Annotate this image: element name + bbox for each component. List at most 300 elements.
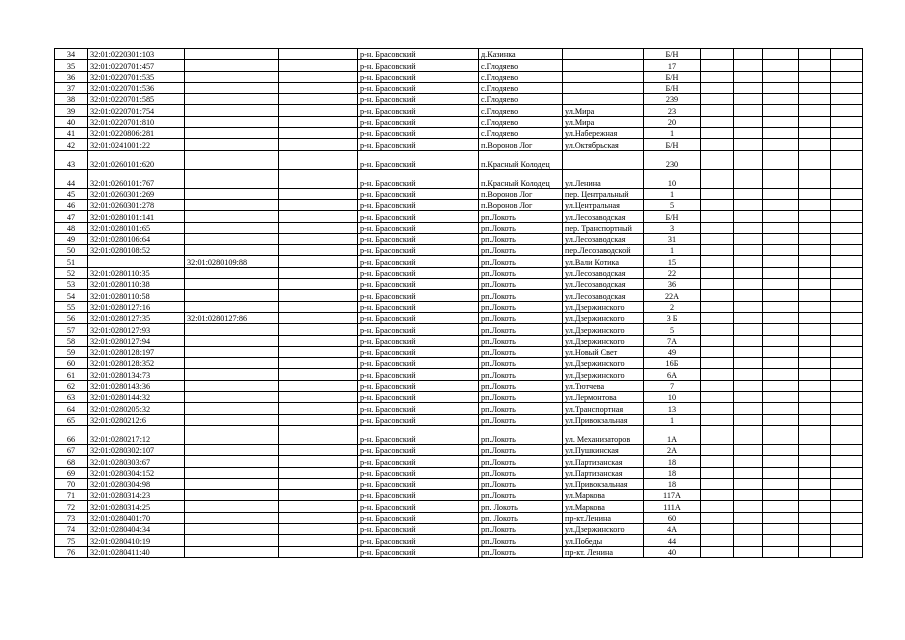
empty-cell (831, 369, 863, 380)
street-cell: ул.Партизанская (563, 456, 644, 467)
empty-cell (701, 546, 734, 557)
locality-cell: рп.Локоть (479, 523, 563, 534)
street-cell: пер.Лесозаводской (563, 245, 644, 256)
empty-cell (799, 403, 831, 414)
street-cell (563, 150, 644, 169)
row-number-cell: 54 (55, 290, 88, 301)
empty-cell (763, 116, 799, 127)
table-row (55, 116, 863, 127)
empty-cell (763, 199, 799, 210)
house-number-cell: 22 (644, 267, 701, 278)
cadastral-number-cell: 32:01:0220701:536 (88, 82, 185, 93)
empty-cell (734, 425, 763, 444)
empty-cell (763, 256, 799, 267)
street-cell: ул.Дзержинского (563, 324, 644, 335)
empty-cell (799, 128, 831, 139)
street-cell (563, 94, 644, 105)
row-number-cell: 43 (55, 150, 88, 169)
cadastral-number-cell: 32:01:0280127:93 (88, 324, 185, 335)
empty-cell (763, 535, 799, 546)
empty-cell (763, 82, 799, 93)
house-number-cell: 230 (644, 150, 701, 169)
empty-cell (763, 403, 799, 414)
cadastral-number-cell: 32:01:0280404:34 (88, 523, 185, 534)
locality-cell: рп.Локоть (479, 535, 563, 546)
empty-cell (799, 256, 831, 267)
table-row (55, 369, 863, 380)
empty-cell (734, 414, 763, 425)
empty-cell (799, 523, 831, 534)
street-cell: пр-кт.Ленина (563, 512, 644, 523)
empty-cell (279, 290, 358, 301)
locality-cell: рп.Локоть (479, 279, 563, 290)
cadastral-number-cell: 32:01:0280205:32 (88, 403, 185, 414)
locality-cell: рп.Локоть (479, 456, 563, 467)
related-cadastral-number-cell (185, 346, 279, 357)
cadastral-number-cell: 32:01:0260301:269 (88, 188, 185, 199)
related-cadastral-number-cell (185, 523, 279, 534)
empty-cell (799, 478, 831, 489)
cadastral-number-cell: 32:01:0280212:6 (88, 414, 185, 425)
cadastral-number-cell: 32:01:0220701:585 (88, 94, 185, 105)
empty-cell (799, 211, 831, 222)
related-cadastral-number-cell (185, 245, 279, 256)
empty-cell (734, 116, 763, 127)
empty-cell (701, 501, 734, 512)
empty-cell (734, 346, 763, 357)
district-cell: р-н. Брасовский (358, 346, 479, 357)
house-number-cell: 10 (644, 392, 701, 403)
empty-cell (763, 267, 799, 278)
empty-cell (701, 346, 734, 357)
related-cadastral-number-cell (185, 169, 279, 188)
empty-cell (279, 105, 358, 116)
locality-cell: с.Глодяево (479, 128, 563, 139)
district-cell: р-н. Брасовский (358, 523, 479, 534)
empty-cell (799, 267, 831, 278)
empty-cell (734, 358, 763, 369)
table-row (55, 222, 863, 233)
related-cadastral-number-cell (185, 456, 279, 467)
table-row (55, 150, 863, 169)
house-number-cell: 1А (644, 425, 701, 444)
street-cell: ул.Ленина (563, 169, 644, 188)
empty-cell (701, 279, 734, 290)
empty-cell (279, 346, 358, 357)
empty-cell (279, 425, 358, 444)
empty-cell (734, 49, 763, 60)
empty-cell (701, 188, 734, 199)
related-cadastral-number-cell (185, 222, 279, 233)
district-cell: р-н. Брасовский (358, 535, 479, 546)
empty-cell (799, 535, 831, 546)
empty-cell (831, 444, 863, 455)
locality-cell: рп.Локоть (479, 444, 563, 455)
empty-cell (734, 523, 763, 534)
row-number-cell: 38 (55, 94, 88, 105)
locality-cell: рп.Локоть (479, 414, 563, 425)
district-cell: р-н. Брасовский (358, 267, 479, 278)
row-number-cell: 46 (55, 199, 88, 210)
district-cell: р-н. Брасовский (358, 301, 479, 312)
table-row (55, 82, 863, 93)
related-cadastral-number-cell (185, 233, 279, 244)
empty-cell (279, 60, 358, 71)
related-cadastral-number-cell (185, 60, 279, 71)
row-number-cell: 35 (55, 60, 88, 71)
empty-cell (734, 501, 763, 512)
house-number-cell: 6А (644, 369, 701, 380)
house-number-cell: Б/Н (644, 71, 701, 82)
empty-cell (701, 211, 734, 222)
empty-cell (799, 392, 831, 403)
row-number-cell: 60 (55, 358, 88, 369)
empty-cell (279, 245, 358, 256)
empty-cell (831, 116, 863, 127)
cadastral-number-cell: 32:01:0260301:278 (88, 199, 185, 210)
cadastral-number-cell: 32:01:0280106:64 (88, 233, 185, 244)
cadastral-number-cell: 32:01:0280101:65 (88, 222, 185, 233)
row-number-cell: 65 (55, 414, 88, 425)
house-number-cell: 1 (644, 128, 701, 139)
row-number-cell: 47 (55, 211, 88, 222)
empty-cell (763, 335, 799, 346)
table-row (55, 279, 863, 290)
cadastral-number-cell: 32:01:0280410:19 (88, 535, 185, 546)
empty-cell (763, 188, 799, 199)
related-cadastral-number-cell (185, 139, 279, 150)
empty-cell (799, 245, 831, 256)
street-cell: ул.Новый Свет (563, 346, 644, 357)
district-cell: р-н. Брасовский (358, 60, 479, 71)
locality-cell: рп.Локоть (479, 403, 563, 414)
table-row (55, 478, 863, 489)
row-number-cell: 69 (55, 467, 88, 478)
street-cell: ул.Лесозаводская (563, 279, 644, 290)
empty-cell (763, 150, 799, 169)
empty-cell (831, 82, 863, 93)
empty-cell (831, 535, 863, 546)
table-row (55, 139, 863, 150)
table-row (55, 403, 863, 414)
row-number-cell: 51 (55, 256, 88, 267)
street-cell: ул.Привокзальная (563, 478, 644, 489)
table-row (55, 425, 863, 444)
street-cell: ул.Дзержинского (563, 301, 644, 312)
empty-cell (831, 414, 863, 425)
house-number-cell: 4А (644, 523, 701, 534)
empty-cell (734, 467, 763, 478)
empty-cell (701, 301, 734, 312)
street-cell: ул.Октябрьская (563, 139, 644, 150)
table-row (55, 523, 863, 534)
empty-cell (279, 512, 358, 523)
related-cadastral-number-cell (185, 199, 279, 210)
street-cell: пр-кт. Ленина (563, 546, 644, 557)
locality-cell: рп. Локоть (479, 501, 563, 512)
empty-cell (701, 425, 734, 444)
locality-cell: рп.Локоть (479, 233, 563, 244)
table-row (55, 256, 863, 267)
district-cell: р-н. Брасовский (358, 94, 479, 105)
empty-cell (734, 128, 763, 139)
street-cell: ул.Дзержинского (563, 523, 644, 534)
related-cadastral-number-cell (185, 501, 279, 512)
locality-cell: рп.Локоть (479, 478, 563, 489)
empty-cell (701, 444, 734, 455)
house-number-cell: 36 (644, 279, 701, 290)
district-cell: р-н. Брасовский (358, 128, 479, 139)
district-cell: р-н. Брасовский (358, 222, 479, 233)
locality-cell: рп.Локоть (479, 267, 563, 278)
empty-cell (279, 414, 358, 425)
empty-cell (799, 71, 831, 82)
empty-cell (831, 150, 863, 169)
empty-cell (763, 279, 799, 290)
row-number-cell: 70 (55, 478, 88, 489)
street-cell: ул.Вали Котика (563, 256, 644, 267)
empty-cell (701, 116, 734, 127)
table-row (55, 456, 863, 467)
empty-cell (831, 139, 863, 150)
cadastral-number-cell: 32:01:0280411:40 (88, 546, 185, 557)
district-cell: р-н. Брасовский (358, 71, 479, 82)
table-row (55, 128, 863, 139)
empty-cell (701, 380, 734, 391)
table-row (55, 467, 863, 478)
house-number-cell: 111А (644, 501, 701, 512)
street-cell: ул.Транспортная (563, 403, 644, 414)
row-number-cell: 49 (55, 233, 88, 244)
related-cadastral-number-cell (185, 512, 279, 523)
house-number-cell: 7 (644, 380, 701, 391)
empty-cell (279, 301, 358, 312)
empty-cell (763, 222, 799, 233)
empty-cell (734, 403, 763, 414)
district-cell: р-н. Брасовский (358, 324, 479, 335)
street-cell: ул.Центральная (563, 199, 644, 210)
empty-cell (279, 267, 358, 278)
related-cadastral-number-cell (185, 335, 279, 346)
table-row (55, 380, 863, 391)
table-row (55, 211, 863, 222)
empty-cell (763, 490, 799, 501)
locality-cell: рп.Локоть (479, 392, 563, 403)
street-cell (563, 71, 644, 82)
empty-cell (734, 169, 763, 188)
street-cell: ул.Дзержинского (563, 312, 644, 323)
empty-cell (734, 279, 763, 290)
related-cadastral-number-cell (185, 414, 279, 425)
empty-cell (799, 456, 831, 467)
table-row (55, 188, 863, 199)
district-cell: р-н. Брасовский (358, 425, 479, 444)
street-cell: ул.Дзержинского (563, 369, 644, 380)
table-row (55, 199, 863, 210)
locality-cell: рп.Локоть (479, 346, 563, 357)
empty-cell (763, 358, 799, 369)
empty-cell (734, 222, 763, 233)
empty-cell (701, 82, 734, 93)
district-cell: р-н. Брасовский (358, 467, 479, 478)
empty-cell (734, 456, 763, 467)
table-row (55, 346, 863, 357)
locality-cell: рп.Локоть (479, 312, 563, 323)
locality-cell: рп.Локоть (479, 369, 563, 380)
empty-cell (799, 444, 831, 455)
locality-cell: п.Красный Колодец (479, 150, 563, 169)
house-number-cell: 17 (644, 60, 701, 71)
empty-cell (279, 324, 358, 335)
house-number-cell: 13 (644, 403, 701, 414)
empty-cell (831, 71, 863, 82)
district-cell: р-н. Брасовский (358, 116, 479, 127)
empty-cell (701, 403, 734, 414)
cadastral-number-cell: 32:01:0220701:810 (88, 116, 185, 127)
locality-cell: п.Красный Колодец (479, 169, 563, 188)
locality-cell: с.Глодяево (479, 94, 563, 105)
locality-cell: рп.Локоть (479, 546, 563, 557)
empty-cell (763, 245, 799, 256)
locality-cell: с.Глодяево (479, 116, 563, 127)
empty-cell (799, 346, 831, 357)
house-number-cell: 16Б (644, 358, 701, 369)
empty-cell (763, 71, 799, 82)
empty-cell (734, 233, 763, 244)
house-number-cell: 23 (644, 105, 701, 116)
locality-cell: рп.Локоть (479, 290, 563, 301)
cadastral-number-cell: 32:01:0220701:754 (88, 105, 185, 116)
empty-cell (734, 546, 763, 557)
related-cadastral-number-cell (185, 82, 279, 93)
empty-cell (734, 490, 763, 501)
related-cadastral-number-cell (185, 49, 279, 60)
related-cadastral-number-cell (185, 94, 279, 105)
empty-cell (701, 358, 734, 369)
locality-cell: рп.Локоть (479, 324, 563, 335)
empty-cell (279, 188, 358, 199)
empty-cell (799, 105, 831, 116)
row-number-cell: 55 (55, 301, 88, 312)
empty-cell (734, 535, 763, 546)
empty-cell (279, 128, 358, 139)
empty-cell (279, 380, 358, 391)
related-cadastral-number-cell (185, 188, 279, 199)
empty-cell (831, 523, 863, 534)
table-row (55, 267, 863, 278)
locality-cell: рп.Локоть (479, 245, 563, 256)
empty-cell (763, 211, 799, 222)
table-row (55, 245, 863, 256)
table-row (55, 512, 863, 523)
district-cell: р-н. Брасовский (358, 245, 479, 256)
empty-cell (701, 290, 734, 301)
related-cadastral-number-cell (185, 128, 279, 139)
district-cell: р-н. Брасовский (358, 150, 479, 169)
empty-cell (734, 301, 763, 312)
district-cell: р-н. Брасовский (358, 233, 479, 244)
empty-cell (763, 94, 799, 105)
empty-cell (799, 139, 831, 150)
empty-cell (279, 256, 358, 267)
district-cell: р-н. Брасовский (358, 312, 479, 323)
empty-cell (701, 392, 734, 403)
empty-cell (799, 512, 831, 523)
empty-cell (831, 301, 863, 312)
cadastral-number-cell: 32:01:0280128:197 (88, 346, 185, 357)
street-cell: ул.Дзержинского (563, 358, 644, 369)
street-cell: ул.Набережная (563, 128, 644, 139)
table-row (55, 414, 863, 425)
house-number-cell: 20 (644, 116, 701, 127)
row-number-cell: 34 (55, 49, 88, 60)
row-number-cell: 71 (55, 490, 88, 501)
street-cell: ул. Механизаторов (563, 425, 644, 444)
empty-cell (279, 369, 358, 380)
related-cadastral-number-cell (185, 71, 279, 82)
related-cadastral-number-cell (185, 267, 279, 278)
empty-cell (799, 233, 831, 244)
empty-cell (279, 523, 358, 534)
cadastral-number-cell: 32:01:0280128:352 (88, 358, 185, 369)
district-cell: р-н. Брасовский (358, 512, 479, 523)
district-cell: р-н. Брасовский (358, 414, 479, 425)
cadastral-number-cell: 32:01:0280110:58 (88, 290, 185, 301)
empty-cell (279, 456, 358, 467)
empty-cell (831, 490, 863, 501)
empty-cell (734, 245, 763, 256)
empty-cell (831, 425, 863, 444)
street-cell: ул.Мира (563, 116, 644, 127)
street-cell: ул.Партизанская (563, 467, 644, 478)
empty-cell (279, 222, 358, 233)
property-register-table (54, 48, 863, 558)
empty-cell (831, 256, 863, 267)
district-cell: р-н. Брасовский (358, 444, 479, 455)
cadastral-number-cell: 32:01:0280304:98 (88, 478, 185, 489)
cadastral-number-cell (88, 256, 185, 267)
empty-cell (701, 233, 734, 244)
house-number-cell: 117А (644, 490, 701, 501)
district-cell: р-н. Брасовский (358, 279, 479, 290)
empty-cell (279, 467, 358, 478)
locality-cell: с.Глодяево (479, 82, 563, 93)
cadastral-number-cell: 32:01:0280314:25 (88, 501, 185, 512)
house-number-cell: Б/Н (644, 139, 701, 150)
empty-cell (799, 290, 831, 301)
locality-cell: рп.Локоть (479, 358, 563, 369)
empty-cell (701, 150, 734, 169)
district-cell: р-н. Брасовский (358, 478, 479, 489)
district-cell: р-н. Брасовский (358, 199, 479, 210)
street-cell (563, 82, 644, 93)
table-row (55, 105, 863, 116)
empty-cell (831, 403, 863, 414)
street-cell: пер. Транспортный (563, 222, 644, 233)
district-cell: р-н. Брасовский (358, 546, 479, 557)
empty-cell (831, 188, 863, 199)
related-cadastral-number-cell (185, 478, 279, 489)
table-row (55, 392, 863, 403)
empty-cell (799, 358, 831, 369)
cadastral-number-cell: 32:01:0220806:281 (88, 128, 185, 139)
house-number-cell: 1 (644, 414, 701, 425)
empty-cell (831, 346, 863, 357)
cadastral-number-cell: 32:01:0260101:620 (88, 150, 185, 169)
empty-cell (279, 49, 358, 60)
related-cadastral-number-cell (185, 301, 279, 312)
empty-cell (279, 392, 358, 403)
